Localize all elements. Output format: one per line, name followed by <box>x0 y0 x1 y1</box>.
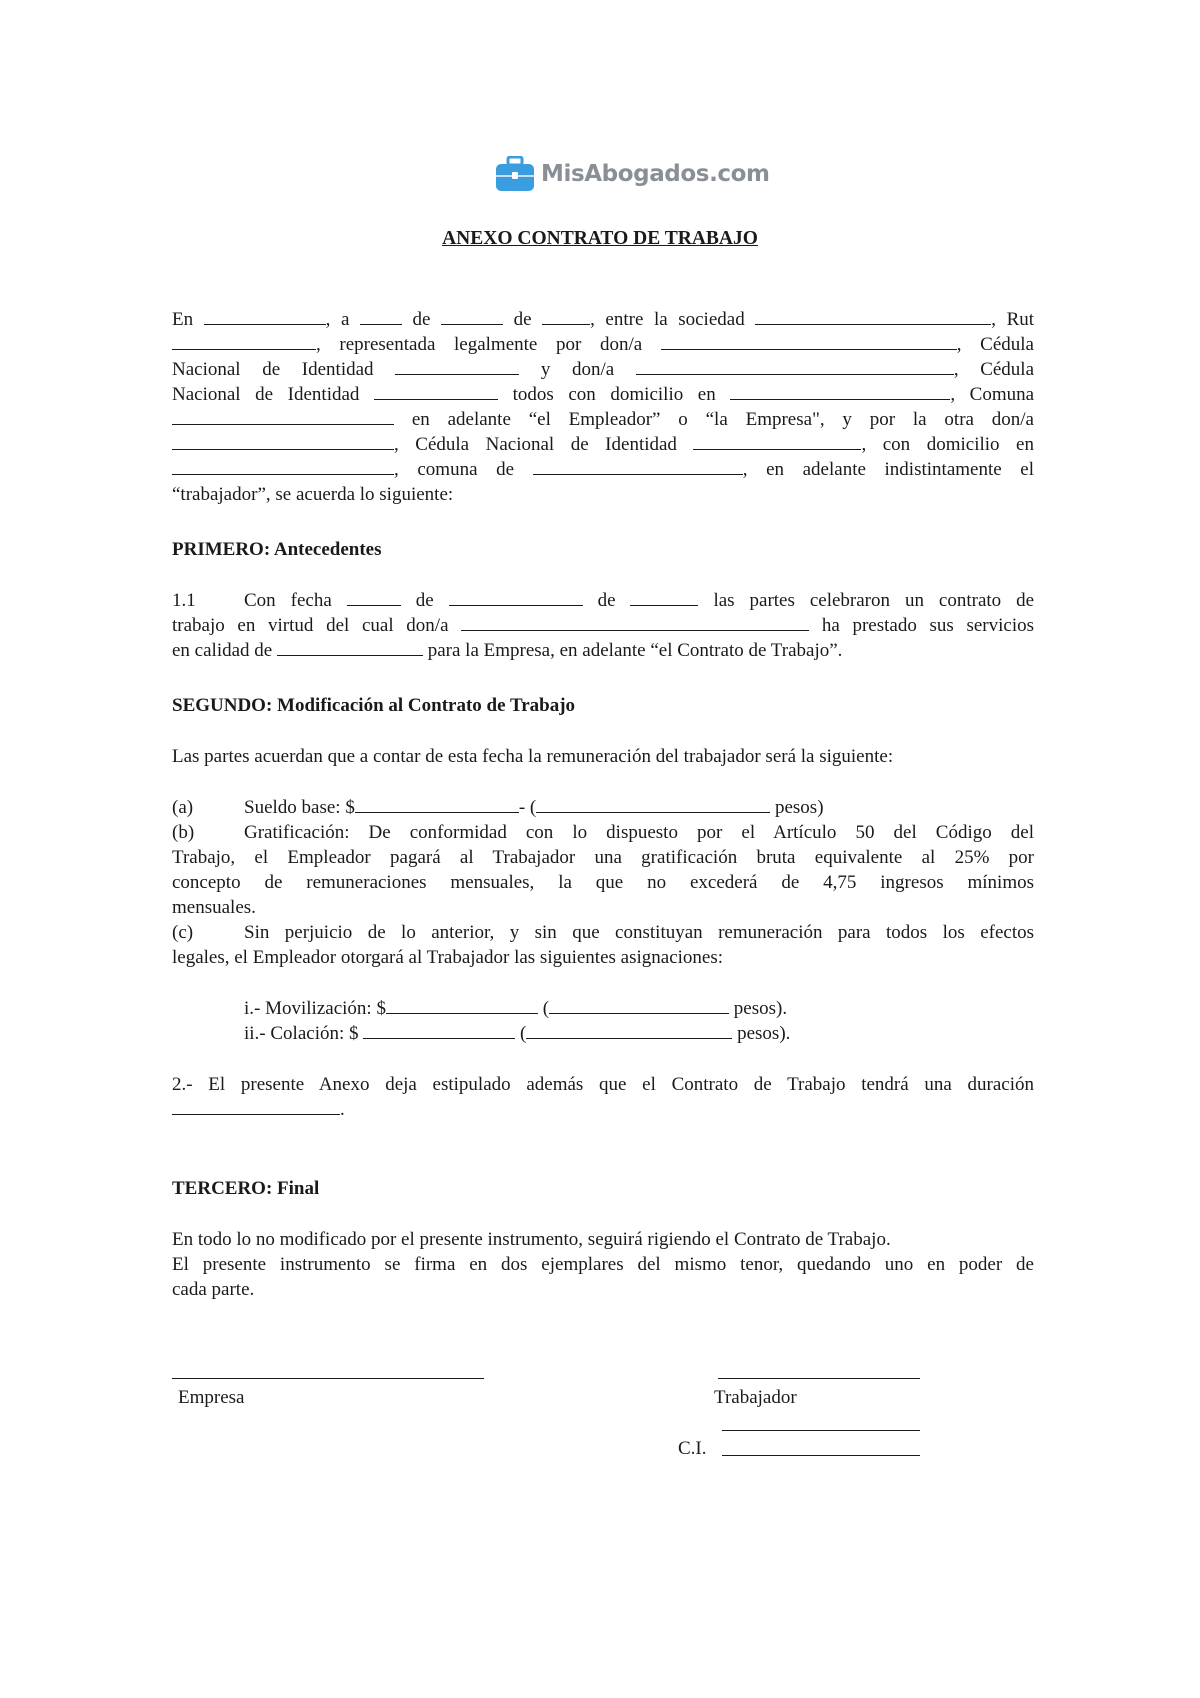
item-b-line-1: (b) Gratificación: De conformidad con lo dispuesto por el Artículo 50 del Código del <box>172 822 1034 843</box>
segundo-intro: Las partes acuerdan que a contar de esta fecha la remuneración del trabajador será la siguiente: <box>172 746 894 767</box>
logo-text: MisAbogados.com <box>541 161 770 187</box>
intro-line-8: “trabajador”, se acuerda lo siguiente: <box>172 484 454 505</box>
primero-line-2: trabajo en virtud del cual don/a ha prestado sus servicios <box>172 615 1034 636</box>
empresa-signature-line <box>172 1378 484 1379</box>
asignacion-colacion: ii.- Colación: $ ( pesos). <box>244 1023 791 1044</box>
intro-line-4: Nacional de Identidad todos con domicilio en , Comuna <box>172 384 1035 405</box>
item-a: (a) Sueldo base: $ - ( pesos) <box>172 797 824 818</box>
trabajador-name-line <box>722 1430 920 1431</box>
intro-line-3: Nacional de Identidad y don/a , Cédula <box>172 359 1035 380</box>
document-title: ANEXO CONTRATO DE TRABAJO <box>442 228 758 249</box>
item-b-line-2: Trabajo, el Empleador pagará al Trabajador una gratificación bruta equivalente al 25% por <box>172 847 1034 868</box>
duracion-line-1: 2.- El presente Anexo deja estipulado además que el Contrato de Trabajo tendrá una duración <box>172 1074 1034 1095</box>
empresa-label: Empresa <box>178 1387 245 1408</box>
intro-line-7: , comuna de , en adelante indistintamente el <box>172 457 1034 482</box>
trabajador-signature-line <box>718 1378 920 1379</box>
primero-heading: PRIMERO: Antecedentes <box>172 539 382 560</box>
asignacion-movilizacion: i.- Movilización: $ ( pesos). <box>244 998 788 1019</box>
tercero-heading: TERCERO: Final <box>172 1178 320 1199</box>
intro-line-1: En , a de de , entre la sociedad , Rut <box>172 309 1035 330</box>
intro-line-6: , Cédula Nacional de Identidad , con domicilio en <box>172 432 1034 457</box>
tercero-line-2: El presente instrumento se firma en dos ejemplares del mismo tenor, quedando uno en poder de <box>172 1254 1034 1275</box>
tercero-line-3: cada parte. <box>172 1279 255 1300</box>
item-b-line-4: mensuales. <box>172 897 256 918</box>
item-b-line-3: concepto de remuneraciones mensuales, la que no excederá de 4,75 ingresos mínimos <box>172 872 1034 893</box>
ci-label: C.I. <box>678 1438 707 1459</box>
intro-line-2: , representada legalmente por don/a , Cédula <box>172 332 1034 357</box>
ci-line <box>722 1455 920 1456</box>
item-c-line-1: (c) Sin perjuicio de lo anterior, y sin que constituyan remuneración para todos los efectos <box>172 922 1034 943</box>
intro-line-5: en adelante “el Empleador” o “la Empresa", y por la otra don/a <box>172 407 1034 432</box>
duracion-line-2: . <box>172 1097 345 1122</box>
primero-line-1: 1.1 Con fecha de de las partes celebraron un contrato de <box>172 590 1035 611</box>
segundo-heading: SEGUNDO: Modificación al Contrato de Trabajo <box>172 695 576 716</box>
trabajador-label: Trabajador <box>714 1387 797 1408</box>
tercero-line-1: En todo lo no modificado por el presente instrumento, seguirá rigiendo el Contrato de Trabajo. <box>172 1229 891 1250</box>
logo <box>495 156 770 192</box>
item-c-line-2: legales, el Empleador otorgará al Trabajador las siguientes asignaciones: <box>172 947 724 968</box>
briefcase-icon <box>495 156 535 192</box>
primero-line-3: en calidad de para la Empresa, en adelante “el Contrato de Trabajo”. <box>172 640 843 661</box>
